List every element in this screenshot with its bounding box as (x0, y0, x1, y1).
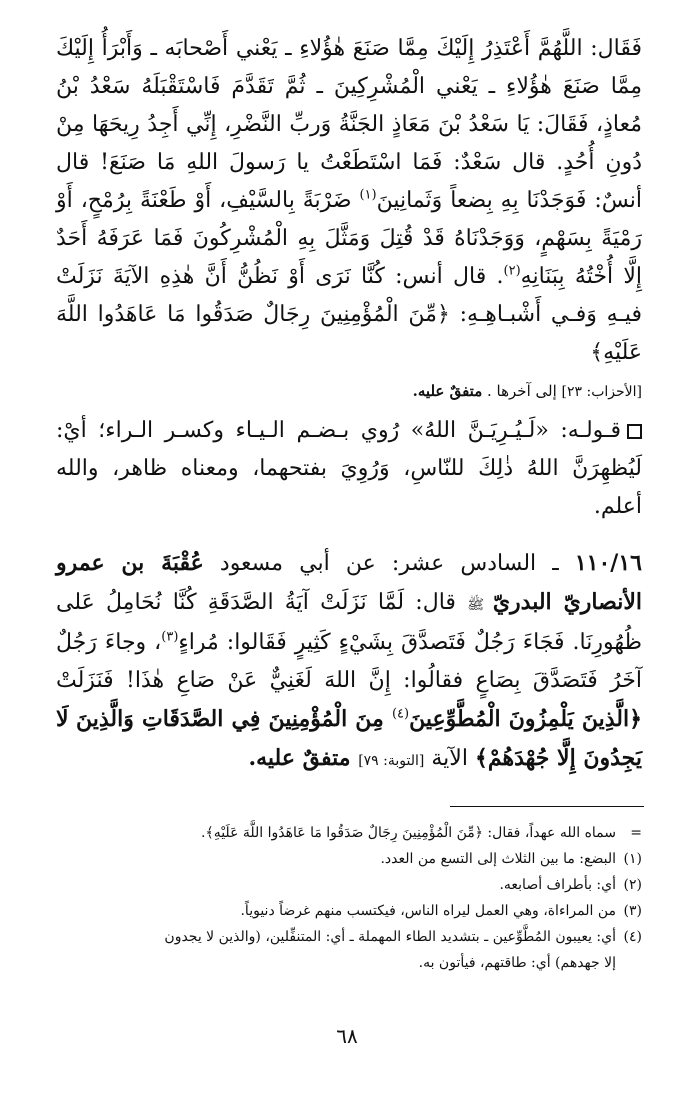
footnote-4-continuation: إلا جهدهم) أي: طاقتهم، فيأتون به. (418, 955, 616, 971)
footnote-text: البضع: ما بين الثلاث إلى التسع من العدد. (380, 851, 616, 867)
square-bullet-icon (627, 424, 642, 439)
footnote-continuation (56, 820, 642, 846)
text-line: قـولـه: «لَـيُـرِيَـنَّ اللهُ» رُوي بـضـم الـيـاء وكسـر الـراء؛ أيْ: (56, 418, 621, 443)
text-line: مِنْ دُونِ أُحُدٍ. قال سَعْدٌ: فَمَا اسْتَطَعْتُ يا رَسولَ اللهِ مَا صَنَعَ! قال (56, 112, 642, 175)
footnote-text: سماه الله عهداً، فقال: (482, 825, 616, 841)
footnote-text: من المراءاة، وهي العمل ليراه الناس، فيكتسب منهم غرضاً دنيوياً. (240, 903, 616, 919)
footnote-1 (56, 846, 642, 872)
commentary (56, 412, 642, 526)
footnote-number: (٣) (623, 903, 642, 919)
footnote-ref-4: (٤) (391, 706, 410, 722)
text-line: الآية (424, 746, 475, 771)
honorific-symbol: ﷺ (467, 597, 493, 613)
text-line: ضَرْبَةً بِالسَّيْفِ، أَوْ طَعْنَةً بِرُمْحٍ، (80, 188, 360, 213)
text-line: ، وجاءَ (104, 630, 162, 655)
footnote-number: (٤) (623, 929, 642, 945)
footnote-text: أي: يعيبون المُطَّوِّعين ـ بتشديد الطاء المهملة ـ أي: المتنفِّلين، (والذين لا يجدون (164, 929, 616, 945)
surah-reference: [الأحزاب: ٢٣] (561, 384, 642, 400)
hadith-116 (56, 544, 642, 780)
text-line: فيـهِ وَفـي أَشْبـاهِـهِ: (449, 302, 642, 327)
text-line: إلى آخرها . (482, 382, 562, 400)
quran-verse-ahzab-23: ﴿مِّنَ الْمُؤْمِنِينَ رِجَالٌ صَدَقُوا مَا عَاهَدُوا اللَّهَ عَلَيْهِ﴾ (56, 302, 642, 365)
text-line: ـ السادس عشر: عن أبي مسعود (203, 551, 575, 576)
agreed-upon-label: متفقٌ عليه. (248, 745, 359, 771)
footnote-number: (١) (623, 851, 642, 867)
text-line: مُعاذٍ، فَقَالَ: يَا سَعْدُ بْنَ مَعَاذٍ الجَنَّةُ وَربِّ النَّضْرِ، إِنِّي أَجِدُ رِيحَهَا (92, 112, 642, 137)
reference-line (56, 372, 642, 411)
text-line: إِلَّا أُخْتُهُ بِبَنَانِهِ (520, 264, 642, 289)
footnote-ref-3: (٣) (161, 629, 179, 645)
footnote-verse: ﴿مِّنَ الْمُؤْمِنِينَ رِجَالٌ صَدَقُوا مَا عَاهَدُوا اللَّهَ عَلَيْهِ﴾. (201, 825, 483, 841)
footnote-text: أي: بأطراف أصابعه. (499, 877, 616, 893)
footnote-number: (٢) (623, 877, 642, 893)
text-line: . قال أنس: كُنَّا نَرَى أَوْ نَظُنُّ أَنَّ هٰذِهِ الآيَةَ نَزَلَتْ (56, 264, 504, 289)
text-line: ظُهُورِنَا. فَجَاءَ رَجُلٌ فَتَصدَّقَ بِشَيْءٍ كَثِيرٍ فَقَالوا: مُراءٍ (178, 630, 642, 655)
text-line: لَيُظهِرَنَّ اللهُ ذٰلِكَ للنّاسِ، وَرُوِيَ بفتحهما، ومعناه ظاهر، والله أعلم. (56, 456, 642, 519)
text-line: فَقَال: اللَّهُمَّ أَعْتَذِرُ إِلَيْكَ مِمَّا صَنَعَ هٰؤُلاءِ ـ يَعْني أَصْحابَه ـ وَأَبْرَأُ (101, 36, 642, 61)
quran-verse-tawbah-79-part2: مِنَ الْمُؤْمِنِينَ فِي الصَّدَقَاتِ وَالَّذِينَ (76, 706, 392, 732)
text-line: قال: لَمَّا نَزَلَتْ آيَةُ الصَّدَقَةِ كُنَّا نُحَامِلُ عَلى (56, 590, 468, 615)
text-line: أنسٌ: فَوَجَدْنَا بِهِ بِضعاً وَثَمانِينَ (376, 188, 643, 213)
footnotes (56, 820, 642, 976)
hadith-number: ١١٠/١٦ (574, 550, 642, 576)
surah-reference: [التوبة: ٧٩] (358, 753, 425, 769)
footnote-4 (56, 924, 642, 950)
footnote-divider (450, 806, 644, 807)
quran-verse-tawbah-79-part1: ﴿الَّذِينَ يَلْمِزُونَ الْمُطَّوِّعِينَ (409, 706, 642, 732)
narrator-name: عُقْبَةَ بن عمرو الأنصاريّ البدريّ (56, 550, 642, 615)
footnote-ref-1: (١) (359, 187, 377, 203)
quran-verse-tawbah-79-part3: لَا يَجِدُونَ إِلَّا جُهْدَهُمْ﴾ (56, 706, 642, 771)
hadith-115-continuation (56, 30, 642, 411)
footnote-ref-2: (٢) (503, 263, 521, 279)
page-number: ٦٨ (336, 1024, 358, 1048)
agreed-upon-label: متفقٌ عليه. (412, 382, 483, 400)
text-line: أَوْ رَمْيَةً بِسَهْمٍ، وَوَجَدْنَاهُ قَدْ قُتِلَ وَمَثَّلَ بِهِ الْمُشْرِكُونَ فَمَا عَرَفَهُ أَحَدٌ (56, 188, 642, 251)
text-line: رَجُلٌ آخَرُ فَتَصَدَّقَ بِصَاعٍ فقالُوا: إِنَّ اللهَ لَغَنِيٌّ عَنْ صَاعِ هٰذَا! فَنَزَلَتْ (56, 630, 642, 693)
footnote-3 (56, 898, 642, 924)
footnote-2 (56, 872, 642, 898)
text-line: إِلَيْكَ مِمَّا صَنَعَ هٰؤُلاءِ ـ يَعْني الْمُشْرِكِينَ ـ ثُمَّ تَقَدَّمَ فَاسْتَقْبَلَهُ سَعْدُ بْنُ (56, 36, 642, 99)
continuation-mark: = (630, 825, 642, 841)
